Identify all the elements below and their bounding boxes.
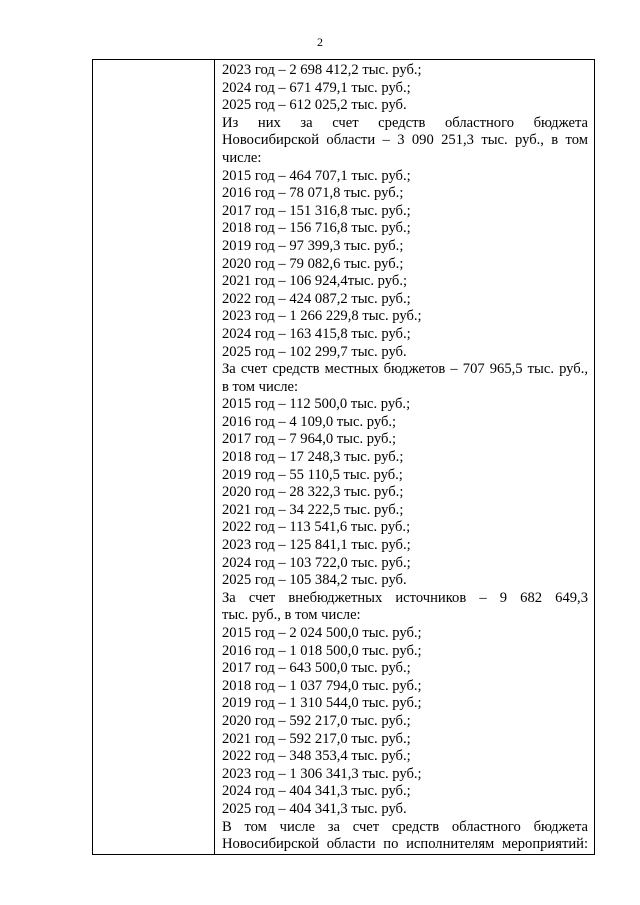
regional-intro-line-1: Из них за счет средств областного бюджета	[222, 114, 588, 131]
regional-intro-line-3: числе:	[222, 149, 262, 166]
list-item: 2021 год – 592 217,0 тыс. руб.;	[222, 730, 411, 747]
list-item: 2024 год – 163 415,8 тыс. руб.;	[222, 325, 411, 342]
left-cell	[93, 60, 215, 855]
list-item: 2019 год – 55 110,5 тыс. руб.;	[222, 466, 403, 483]
regional-intro-line-2: Новосибирской области – 3 090 251,3 тыс. руб., в том	[222, 132, 588, 149]
list-item: 2025 год – 105 384,2 тыс. руб.	[222, 572, 407, 589]
list-item: 2017 год – 151 316,8 тыс. руб.;	[222, 202, 411, 219]
list-item: 2023 год – 125 841,1 тыс. руб.;	[222, 537, 411, 554]
list-item: 2020 год – 592 217,0 тыс. руб.;	[222, 712, 411, 729]
list-item: 2015 год – 2 024 500,0 тыс. руб.;	[222, 625, 422, 641]
table-row	[93, 60, 595, 855]
local-intro-line-1: За счет средств местных бюджетов – 707 965,5 тыс. руб.,	[222, 361, 588, 378]
list-item: 2018 год – 1 037 794,0 тыс. руб.;	[222, 677, 422, 694]
list-item: 2016 год – 1 018 500,0 тыс. руб.;	[222, 642, 422, 659]
local-intro-line-2: в том числе:	[222, 378, 299, 395]
list-item: 2023 год – 1 306 341,3 тыс. руб.;	[222, 765, 422, 782]
list-item: 2017 год – 643 500,0 тыс. руб.;	[222, 660, 411, 677]
extra-intro-line-2: тыс. руб., в том числе:	[222, 607, 361, 624]
funding-table	[92, 59, 595, 855]
list-item: 2019 год – 97 399,3 тыс. руб.;	[222, 237, 404, 254]
list-item: 2025 год – 404 341,3 тыс. руб.	[222, 800, 407, 817]
list-item: 2019 год – 1 310 544,0 тыс. руб.;	[222, 695, 422, 712]
list-item: 2022 год – 348 353,4 тыс. руб.;	[222, 748, 411, 765]
list-item: 2023 год – 1 266 229,8 тыс. руб.;	[222, 308, 422, 325]
list-item: 2025 год – 102 299,7 тыс. руб.	[222, 343, 407, 360]
page-number: 2	[317, 35, 323, 49]
total-years-block	[222, 62, 588, 115]
list-item: 2022 год – 424 087,2 тыс. руб.;	[222, 290, 411, 307]
list-item: 2016 год – 78 071,8 тыс. руб.;	[222, 185, 404, 202]
list-item: 2020 год – 28 322,3 тыс. руб.;	[222, 484, 404, 501]
executors-block	[222, 819, 588, 854]
list-item: 2024 год – 671 479,1 тыс. руб.;	[222, 79, 411, 96]
executors-intro-line-1: В том числе за счет средств областного бюджета	[222, 818, 588, 835]
regional-budget-block	[222, 115, 588, 361]
list-item: 2021 год – 34 222,5 тыс. руб.;	[222, 501, 404, 518]
funding-text	[222, 62, 588, 854]
list-item: 2020 год – 79 082,6 тыс. руб.;	[222, 255, 404, 272]
right-cell	[215, 60, 595, 855]
list-item: 2018 год – 17 248,3 тыс. руб.;	[222, 449, 404, 466]
list-item: 2024 год – 404 341,3 тыс. руб.;	[222, 783, 411, 800]
list-item: 2017 год – 7 964,0 тыс. руб.;	[222, 431, 397, 448]
list-item: 2022 год – 113 541,6 тыс. руб.;	[222, 519, 411, 536]
list-item: 2021 год – 106 924,4тыс. руб.;	[222, 273, 408, 290]
list-item: 2018 год – 156 716,8 тыс. руб.;	[222, 220, 411, 237]
list-item: 2023 год – 2 698 412,2 тыс. руб.;	[222, 62, 422, 78]
executors-intro-line-2: Новосибирской области по исполнителям мероприятий:	[222, 836, 588, 853]
local-budget-block	[222, 361, 588, 590]
list-item: 2024 год – 103 722,0 тыс. руб.;	[222, 554, 411, 571]
list-item: 2016 год – 4 109,0 тыс. руб.;	[222, 413, 397, 430]
list-item: 2015 год – 464 707,1 тыс. руб.;	[222, 167, 411, 184]
list-item: 2015 год – 112 500,0 тыс. руб.;	[222, 396, 411, 413]
extra-intro-line-1: За счет внебюджетных источников – 9 682 649,3	[222, 589, 588, 606]
list-item: 2025 год – 612 025,2 тыс. руб.	[222, 97, 407, 114]
extrabudgetary-block	[222, 590, 588, 819]
